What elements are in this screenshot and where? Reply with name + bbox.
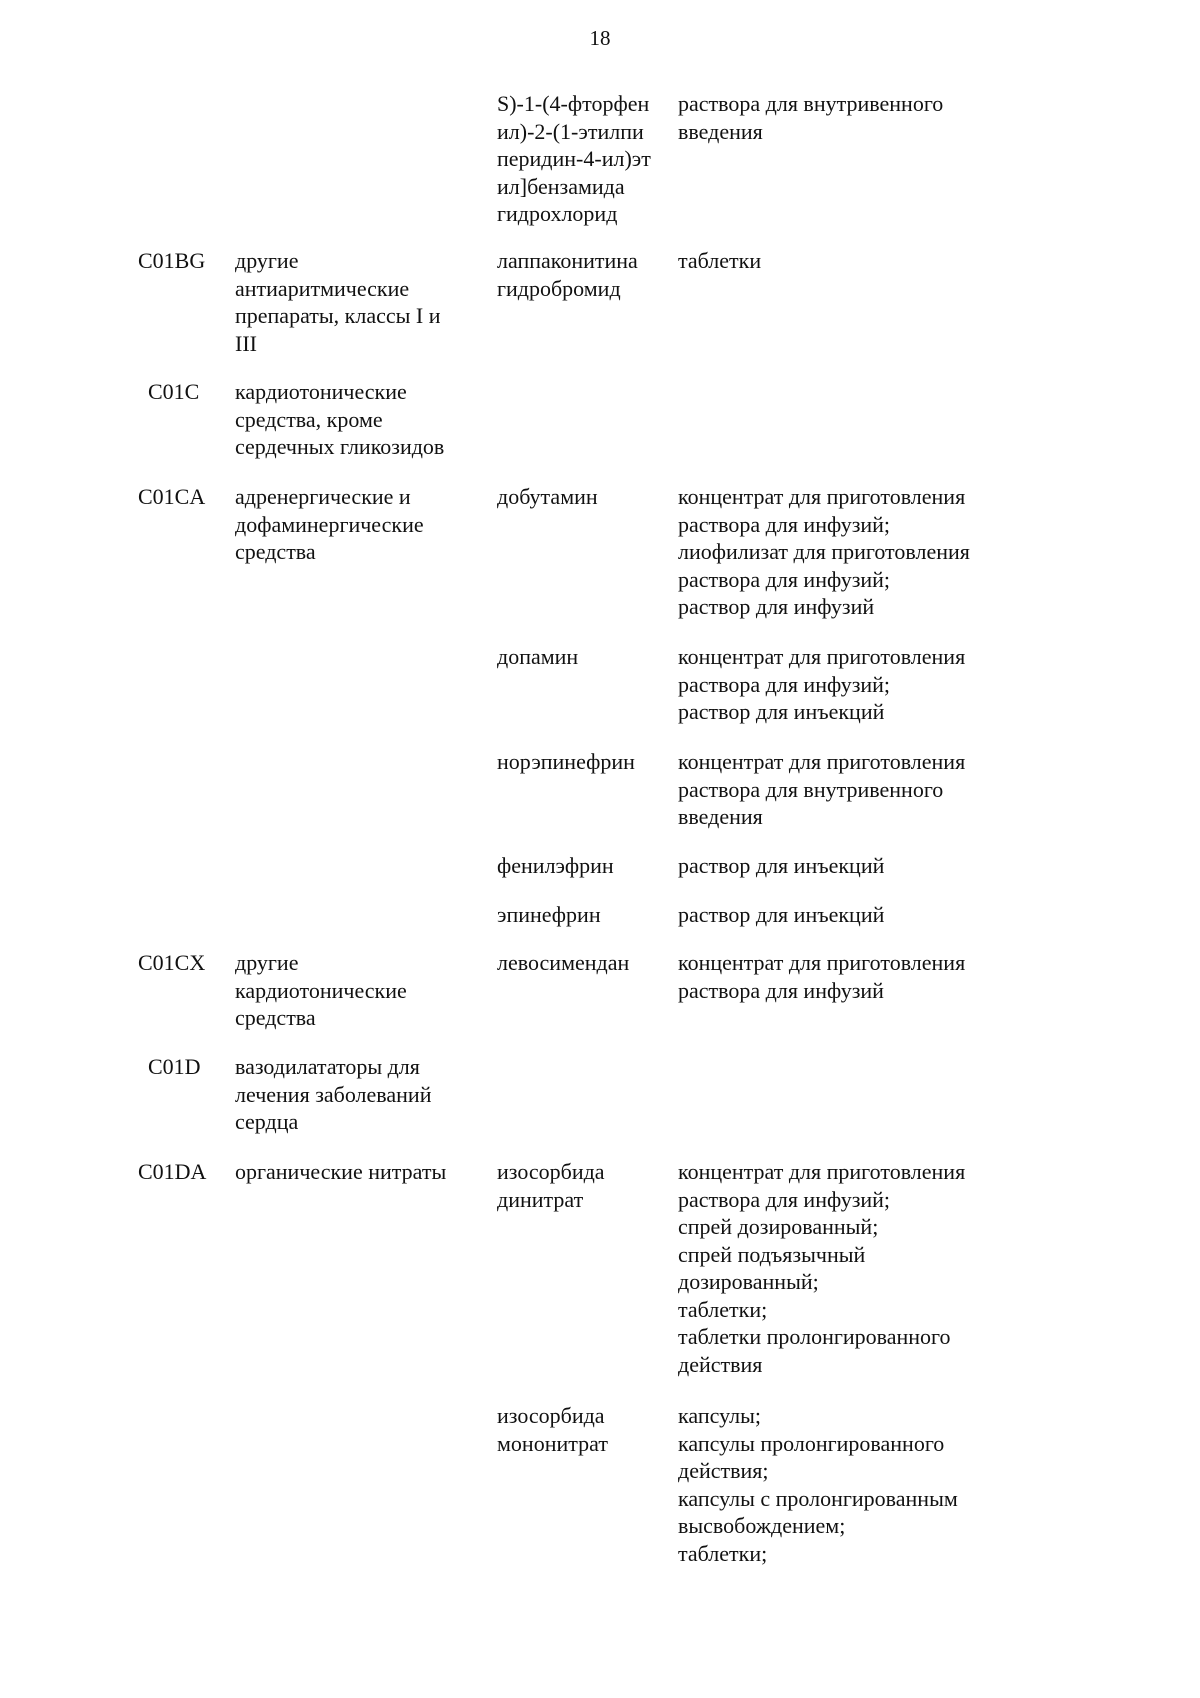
atc-code: C01D: [148, 1054, 201, 1079]
drug-name: норэпинефрин: [497, 749, 635, 774]
dosage-forms: концентрат для приготовления раствора для инфузий; раствор для инъекций: [678, 644, 966, 724]
dosage-forms: концентрат для приготовления раствора для инфузий; лиофилизат для приготовления раствора для инфузий; раствор для инфузий: [678, 484, 970, 619]
group-description: органические нитраты: [235, 1159, 447, 1184]
drug-name: лаппаконитина гидробромид: [497, 248, 638, 301]
atc-code: C01CA: [138, 484, 206, 509]
dosage-forms: раствор для инъекций: [678, 902, 885, 927]
dosage-forms: концентрат для приготовления раствора для инфузий; спрей дозированный; спрей подъязычный дозированный; таблетки; таблетки пролонгированного действия: [678, 1159, 966, 1377]
drug-name: S)-1-(4-фторфен ил)-2-(1-этилпи перидин-4-ил)эт ил]бензамида гидрохлорид: [497, 91, 651, 226]
drug-name: изосорбида динитрат: [497, 1159, 605, 1212]
atc-code: C01C: [148, 379, 200, 404]
group-description: адренергические и дофаминергические средства: [235, 484, 424, 564]
dosage-forms: раствора для внутривенного введения: [678, 91, 944, 144]
dosage-forms: раствор для инъекций: [678, 853, 885, 878]
atc-code: C01CX: [138, 950, 206, 975]
drug-name: допамин: [497, 644, 579, 669]
dosage-forms: капсулы; капсулы пролонгированного действия; капсулы с пролонгированным высвобождением; таблетки;: [678, 1403, 958, 1566]
drug-name: изосорбида мононитрат: [497, 1403, 608, 1456]
group-description: другие кардиотонические средства: [235, 950, 407, 1030]
drug-name: левосимендан: [497, 950, 630, 975]
drug-name: фенилэфрин: [497, 853, 614, 878]
group-description: другие антиаритмические препараты, классы I и III: [235, 248, 441, 356]
group-description: вазодилататоры для лечения заболеваний сердца: [235, 1054, 432, 1134]
dosage-forms: таблетки: [678, 248, 762, 273]
atc-code: C01BG: [138, 248, 206, 273]
drug-name: эпинефрин: [497, 902, 601, 927]
dosage-forms: концентрат для приготовления раствора для внутривенного введения: [678, 749, 966, 829]
drug-name: добутамин: [497, 484, 598, 509]
group-description: кардиотонические средства, кроме сердечных гликозидов: [235, 379, 445, 459]
dosage-forms: концентрат для приготовления раствора для инфузий: [678, 950, 966, 1003]
atc-code: C01DA: [138, 1159, 207, 1184]
page-number: 18: [589, 26, 611, 50]
